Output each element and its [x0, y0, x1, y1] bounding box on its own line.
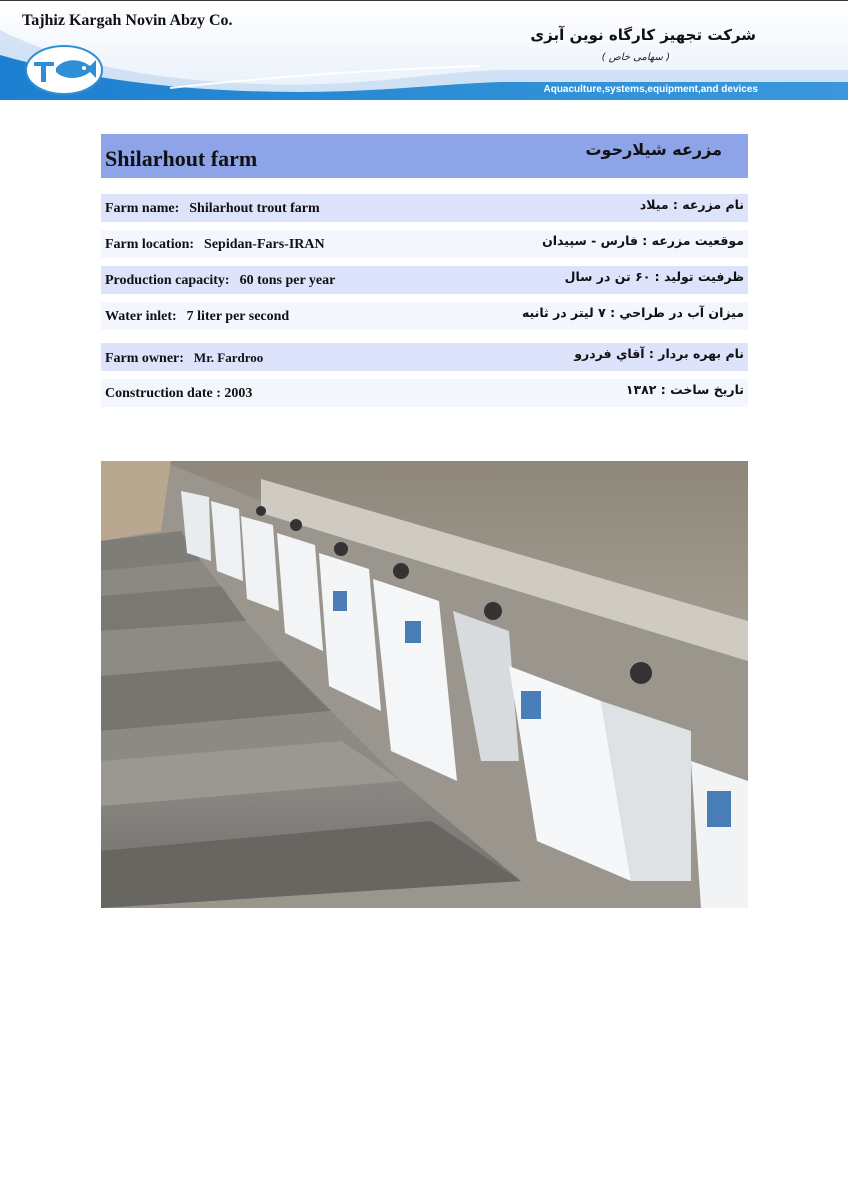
production-capacity-row: [101, 266, 748, 294]
farm-location-label: Farm location:: [105, 237, 195, 252]
farm-raceways-photo: [101, 461, 748, 908]
farm-name-value: Shilarhout trout farm: [189, 201, 320, 216]
construction-date-fa: تاریخ ساخت : ۱۳۸۲: [625, 382, 744, 397]
farm-title-fa: مزرعه شیلارحوت: [585, 140, 722, 159]
farm-location-fa: موقعیت مزرعه : فارس - سپیدان: [542, 233, 744, 248]
water-inlet-row: [101, 302, 748, 330]
farm-name-label: Farm name:: [105, 201, 180, 216]
farm-title-bar: [101, 134, 748, 178]
construction-date-label: Construction date : 2003: [105, 386, 253, 401]
construction-date-row: [101, 379, 748, 407]
farm-name-row: [101, 194, 748, 222]
production-capacity-value: 60 tons per year: [239, 273, 336, 288]
water-inlet-value: 7 liter per second: [186, 309, 290, 324]
farm-owner-label: Farm owner:: [105, 351, 184, 366]
farm-location-row: [101, 230, 748, 258]
company-name-fa: شرکت تجهیز کارگاه نوین آبزی: [530, 26, 756, 44]
company-tagline: Aquaculture,systems,equipment,and devices: [543, 84, 758, 95]
page-header: [0, 0, 848, 100]
farm-owner-fa: نام بهره بردار : آقاي فردرو: [574, 346, 744, 361]
company-name-en: Tajhiz Kargah Novin Abzy Co.: [22, 12, 233, 29]
company-type-fa: ( سهامی خاص ): [601, 52, 670, 63]
tkna-fish-logo-icon: [24, 44, 104, 96]
farm-name-fa: نام مزرعه : میلاد: [639, 197, 744, 212]
water-inlet-fa: میزان آب در طراحي : ۷ لیتر در ثانیه: [521, 305, 744, 320]
farm-title-en: Shilarhout farm: [105, 146, 258, 171]
farm-location-value: Sepidan-Fars-IRAN: [204, 237, 325, 252]
production-capacity-fa: ظرفیت تولید : ۶۰ تن در سال: [564, 269, 744, 284]
farm-owner-row: [101, 343, 748, 371]
production-capacity-label: Production capacity:: [105, 273, 230, 288]
water-inlet-label: Water inlet:: [105, 309, 177, 324]
farm-owner-value: Mr. Fardroo: [193, 350, 264, 365]
